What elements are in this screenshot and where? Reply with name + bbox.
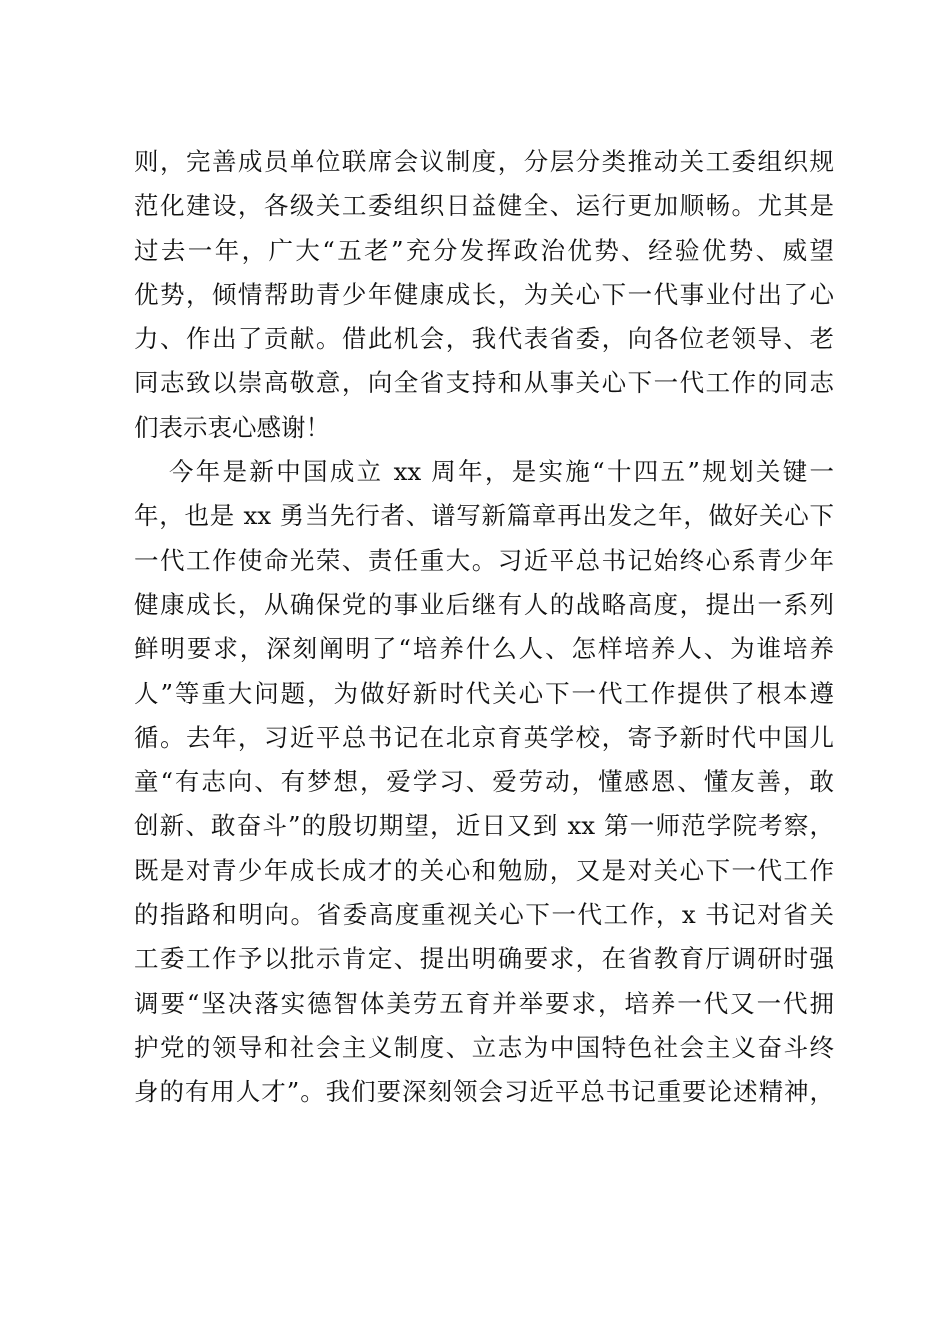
text-line: 一代工作使命光荣、责任重大。习近平总书记始终心系青少年 xyxy=(134,545,834,575)
paragraph-2 xyxy=(134,450,834,1114)
text-line: 力、作出了贡献。借此机会，我代表省委，向各位老领导、老 xyxy=(134,324,834,354)
paragraph-1 xyxy=(134,140,834,450)
text-line: 年，也是 xx 勇当先行者、谱写新篇章再出发之年，做好关心下 xyxy=(134,501,834,531)
text-line: 今年是新中国成立 xx 周年，是实施“十四五”规划关键一 xyxy=(169,457,834,487)
body-text xyxy=(134,140,834,1115)
text-line: 们表示衷心感谢！ xyxy=(134,412,330,442)
text-line: 鲜明要求，深刻阐明了“培养什么人、怎样培养人、为谁培养 xyxy=(134,634,834,664)
text-line: 工委工作予以批示肯定、提出明确要求，在省教育厅调研时强 xyxy=(134,944,834,974)
text-line: 人”等重大问题，为做好新时代关心下一代工作提供了根本遵 xyxy=(134,678,834,708)
text-line: 则，完善成员单位联席会议制度，分层分类推动关工委组织规 xyxy=(134,147,834,176)
text-line: 童“有志向、有梦想，爱学习、爱劳动，懂感恩、懂友善，敢 xyxy=(134,767,834,797)
text-line: 既是对青少年成长成才的关心和勉励，又是对关心下一代工作 xyxy=(134,855,834,885)
text-line: 身的有用人才”。我们要深刻领会习近平总书记重要论述精神， xyxy=(134,1077,834,1107)
text-line: 同志致以崇高敬意，向全省支持和从事关心下一代工作的同志 xyxy=(134,368,834,398)
text-line: 优势，倾情帮助青少年健康成长，为关心下一代事业付出了心 xyxy=(134,279,834,309)
text-line: 创新、敢奋斗”的殷切期望，近日又到 xx 第一师范学院考察， xyxy=(134,811,834,841)
text-line: 范化建设，各级关工委组织日益健全、运行更加顺畅。尤其是 xyxy=(134,191,834,221)
text-line: 的指路和明向。省委高度重视关心下一代工作，x 书记对省关 xyxy=(134,900,834,930)
text-line: 过去一年，广大“五老”充分发挥政治优势、经验优势、威望 xyxy=(134,235,834,265)
text-line: 健康成长，从确保党的事业后继有人的战略高度，提出一系列 xyxy=(134,589,834,619)
text-line: 调要“坚决落实德智体美劳五育并举要求，培养一代又一代拥 xyxy=(134,988,834,1018)
text-line: 循。去年，习近平总书记在北京育英学校，寄予新时代中国儿 xyxy=(134,722,834,752)
text-line: 护党的领导和社会主义制度、立志为中国特色社会主义奋斗终 xyxy=(134,1032,834,1062)
